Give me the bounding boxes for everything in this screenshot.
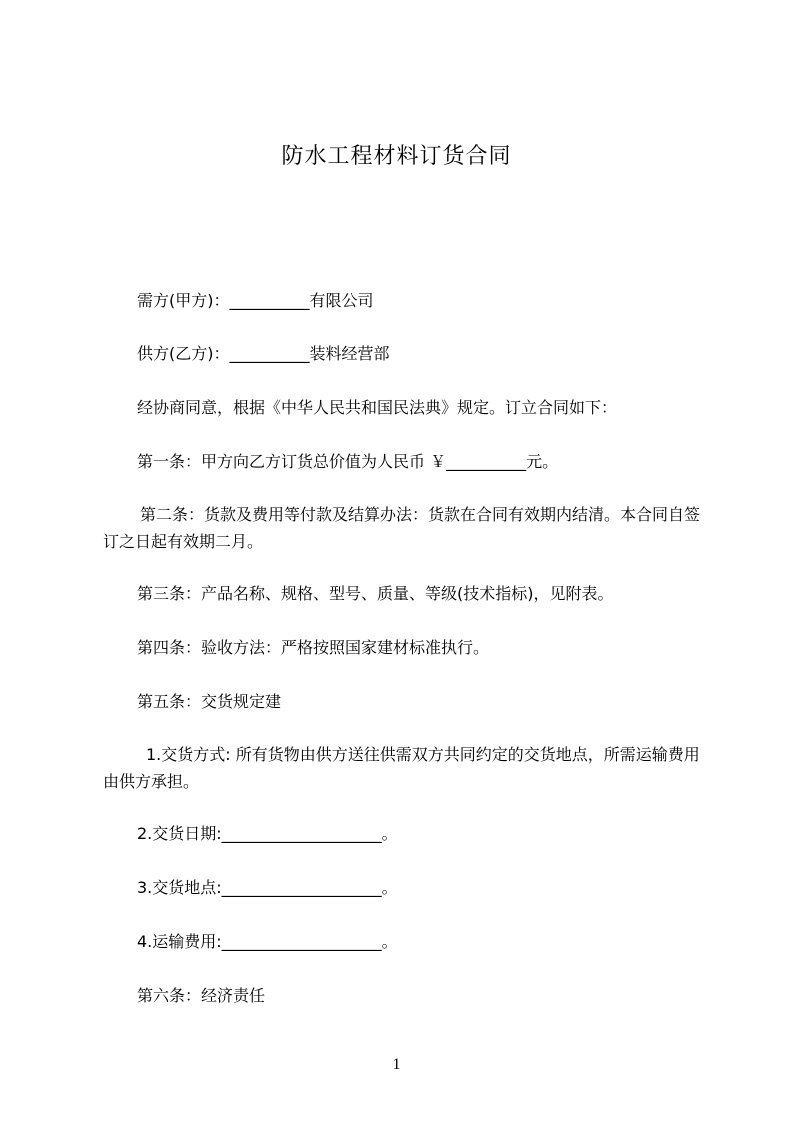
article-2-line-2: 订之日起有效期二月。 [103,532,264,551]
delivery-method-line-2: 由供方承担。 [103,772,200,791]
article-6: 第六条：经济责任 [137,986,266,1005]
page-title: 防水工程材料订货合同 [281,144,512,169]
article-4: 第四条：验收方法：严格按照国家建材标准执行。 [137,638,490,657]
delivery-place: 3.交货地点:____________________。 [137,878,398,897]
article-2-line-1: 第二条：货款及费用等付款及结算办法：货款在合同有效期内结清。本合同自签 [140,505,701,524]
delivery-method-line-1: 1.交货方式: 所有货物由供方送往供需双方共同约定的交货地点，所需运输费用 [146,745,700,764]
article-5: 第五条：交货规定建 [137,692,282,711]
delivery-cost: 4.运输费用:____________________。 [137,932,398,951]
article-3: 第三条：产品名称、规格、型号、质量、等级(技术指标)，见附表。 [137,584,614,603]
buyer-line: 需方(甲方)：__________有限公司 [137,291,374,310]
supplier-line: 供方(乙方)：__________装料经营部 [137,344,390,363]
preamble: 经协商同意，根据《中华人民共和国民法典》规定。订立合同如下： [137,398,618,417]
article-1: 第一条：甲方向乙方订货总价值为人民币 ￥__________元。 [137,452,559,471]
page-number: 1 [392,1056,401,1073]
delivery-date: 2.交货日期:____________________。 [137,824,398,843]
